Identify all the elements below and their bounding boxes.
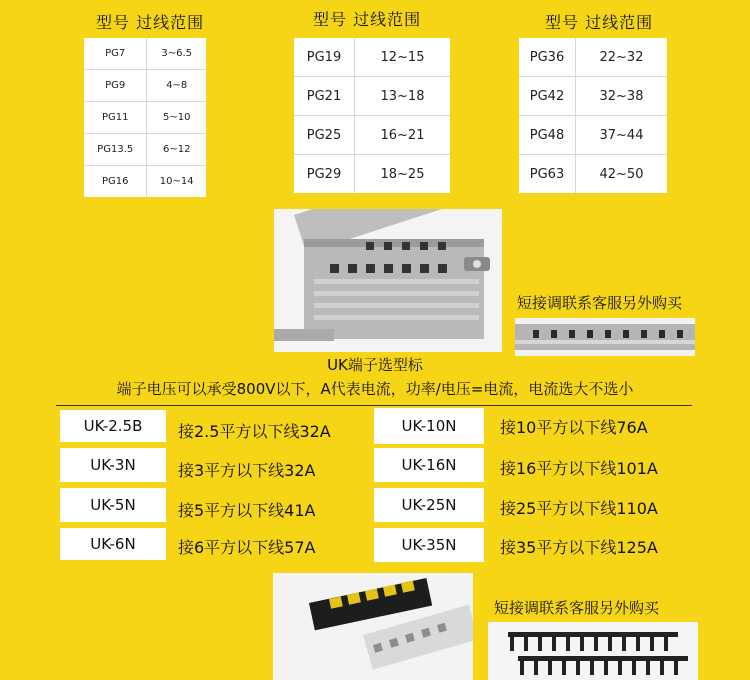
table-cell: PG21 xyxy=(294,77,355,116)
jumper-comb-illustration xyxy=(488,622,698,680)
table-cell: PG42 xyxy=(519,77,576,116)
terminal-block-photo xyxy=(274,209,502,352)
uk-desc-cell: 接35平方以下线125A xyxy=(500,538,658,557)
uk-model-cell: UK-16N xyxy=(374,448,484,482)
uk-model-cell: UK-35N xyxy=(374,528,484,562)
table-cell: PG19 xyxy=(294,38,355,77)
jumper-bar-photo xyxy=(515,318,695,356)
table-cell: 22~32 xyxy=(576,38,668,77)
uk-model-cell: UK-6N xyxy=(60,528,166,560)
table-row xyxy=(84,102,206,134)
table-cell: PG16 xyxy=(84,166,147,198)
table-row xyxy=(519,155,667,194)
pg-header-2: 型号 过线范围 xyxy=(313,10,422,29)
table-cell: 13~18 xyxy=(355,77,451,116)
pg-table-small xyxy=(84,38,206,197)
divider-top xyxy=(56,405,692,406)
uk-desc-cell: 接5平方以下线41A xyxy=(178,501,316,520)
uk-desc-cell: 接2.5平方以下线32A xyxy=(178,422,331,441)
table-row xyxy=(294,38,450,77)
barrier-terminal-illustration xyxy=(273,573,473,680)
pg-table-medium xyxy=(294,38,450,193)
table-row xyxy=(84,134,206,166)
table-cell: PG63 xyxy=(519,155,576,194)
table-row xyxy=(294,155,450,194)
table-cell: PG11 xyxy=(84,102,147,134)
table-row xyxy=(519,116,667,155)
jumper-caption-bottom: 短接调联系客服另外购买 xyxy=(494,599,660,617)
table-cell: 3~6.5 xyxy=(147,38,206,70)
pg-header-3: 型号 过线范围 xyxy=(545,13,654,32)
uk-selection-title: UK端子选型标 xyxy=(327,356,423,374)
jumper-caption-top: 短接调联系客服另外购买 xyxy=(517,294,683,312)
jumper-comb-photo xyxy=(488,622,698,680)
uk-desc-cell: 接16平方以下线101A xyxy=(500,459,658,478)
barrier-terminal-photo xyxy=(273,573,473,680)
uk-desc-cell: 接3平方以下线32A xyxy=(178,461,316,480)
uk-model-cell: UK-2.5B xyxy=(60,410,166,442)
table-row xyxy=(84,70,206,102)
table-cell: PG13.5 xyxy=(84,134,147,166)
table-cell: PG7 xyxy=(84,38,147,70)
table-cell: 10~14 xyxy=(159,176,194,187)
uk-desc-cell: 接6平方以下线57A xyxy=(178,538,316,557)
table-row xyxy=(294,77,450,116)
table-cell: 18~25 xyxy=(380,166,425,182)
table-row xyxy=(519,77,667,116)
table-cell: 32~38 xyxy=(576,77,668,116)
table-cell: 5~10 xyxy=(147,102,206,134)
uk-desc-cell: 接10平方以下线76A xyxy=(500,418,648,437)
uk-model-cell: UK-10N xyxy=(374,408,484,444)
table-cell: 37~44 xyxy=(576,116,668,155)
table-row xyxy=(84,166,206,198)
table-cell: 16~21 xyxy=(355,116,451,155)
jumper-bar-illustration xyxy=(515,318,695,356)
table-cell: PG36 xyxy=(519,38,576,77)
table-row xyxy=(294,116,450,155)
table-cell: PG48 xyxy=(519,116,576,155)
table-cell: 12~15 xyxy=(355,38,451,77)
uk-model-cell: UK-25N xyxy=(374,488,484,522)
pg-header-1: 型号 过线范围 xyxy=(96,13,205,32)
uk-selection-note: 端子电压可以承受800V以下，A代表电流，功率/电压=电流，电流选大不选小 xyxy=(116,380,634,398)
uk-desc-cell: 接25平方以下线110A xyxy=(500,499,658,518)
table-cell: PG25 xyxy=(294,116,355,155)
table-cell: 42~50 xyxy=(599,166,644,182)
uk-model-cell: UK-3N xyxy=(60,448,166,482)
pg-table-large xyxy=(519,38,667,193)
uk-model-cell: UK-5N xyxy=(60,488,166,522)
table-cell: 4~8 xyxy=(147,70,206,102)
table-row xyxy=(84,38,206,70)
table-row xyxy=(519,38,667,77)
table-cell: PG29 xyxy=(294,155,355,194)
terminal-block-illustration xyxy=(274,209,502,352)
table-cell: PG9 xyxy=(84,70,147,102)
table-cell: 6~12 xyxy=(147,134,206,166)
